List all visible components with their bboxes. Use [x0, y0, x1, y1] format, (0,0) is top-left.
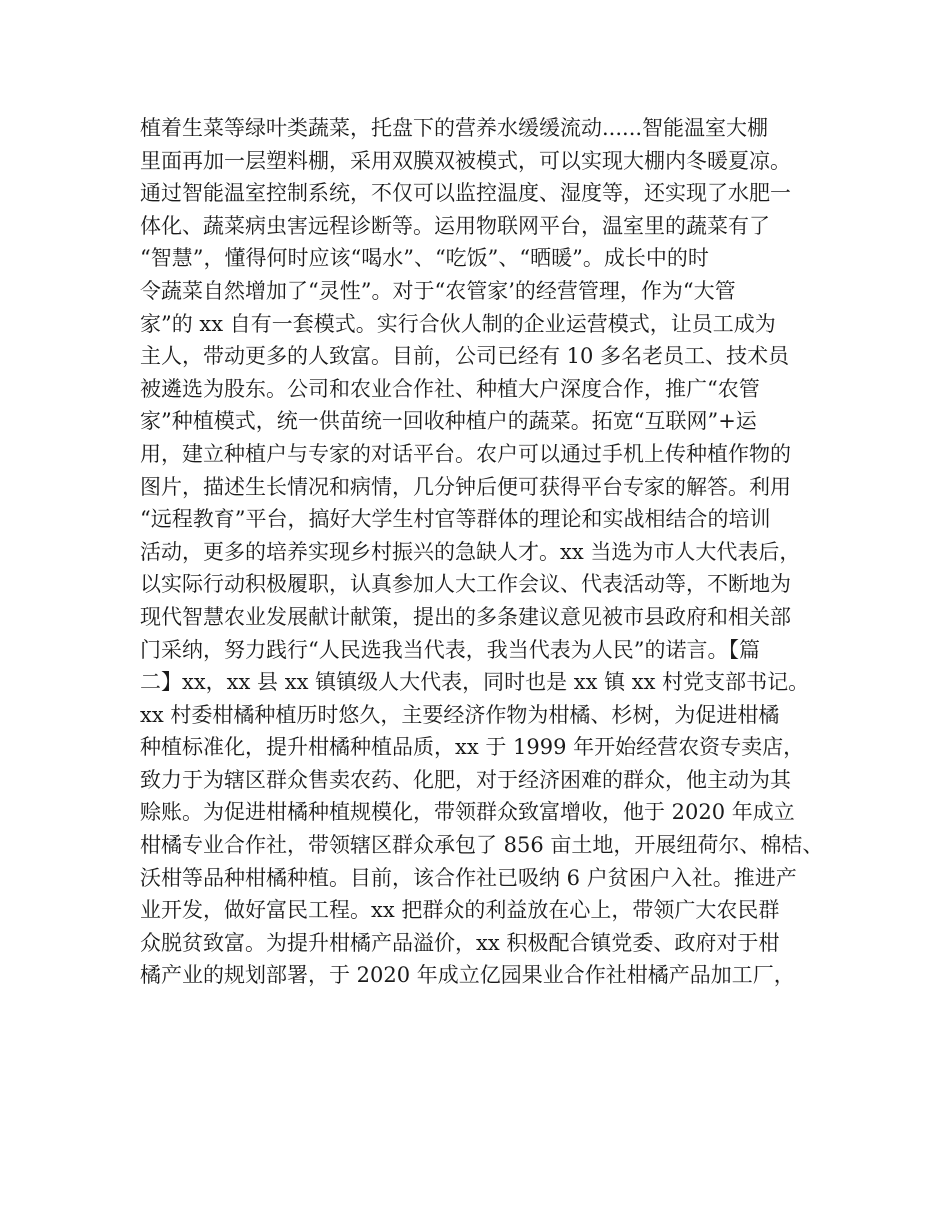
text-line: 种植标准化，提升柑橘种植品质，xx 于 1999 年开始经营农资专卖店，	[140, 735, 805, 760]
text-line: 植着生菜等绿叶类蔬菜，托盘下的营养水缓缓流动......智能温室大棚	[140, 116, 769, 140]
text-line: xx 村委柑橘种植历时悠久，主要经济作物为柑橘、杉树，为促进柑橘	[140, 702, 780, 727]
text-line: 业开发，做好富民工程。xx 把群众的利益放在心上，带领广大农民群	[140, 898, 780, 923]
text-line: 体化、蔬菜病虫害远程诊断等。运用物联网平台，温室里的蔬菜有了	[140, 213, 770, 238]
body-text	[140, 112, 830, 992]
text-line: 二】xx，xx 县 xx 镇镇级人大代表，同时也是 xx 镇 xx 村党支部书记。	[140, 670, 810, 695]
text-line: 现代智慧农业发展献计献策，提出的多条建议意见被市县政府和相关部	[140, 604, 791, 629]
text-line: 家”的 xx 自有一套模式。实行合伙人制的企业运营模式，让员工成为	[140, 311, 776, 336]
text-line: 沃柑等品种柑橘种植。目前，该合作社已吸纳 6 户贫困户入社。推进产	[140, 865, 797, 890]
text-line: 主人，带动更多的人致富。目前，公司已经有 10 多名老员工、技术员	[140, 344, 790, 369]
text-line: 通过智能温室控制系统，不仅可以监控温度、湿度等，还实现了水肥一	[140, 181, 791, 206]
text-line: 橘产业的规划部署，于 2020 年成立亿园果业合作社柑橘产品加工厂，	[140, 963, 795, 988]
text-line: 令蔬菜自然增加了“灵性”。对于“农管家’的经营管理，作为“大管	[140, 278, 736, 303]
text-line: 赊账。为促进柑橘种植规模化，带领群众致富增收，他于 2020 年成立	[140, 800, 795, 825]
text-line: 众脱贫致富。为提升柑橘产品溢价，xx 积极配合镇党委、政府对于柑	[140, 930, 780, 955]
text-line: 图片，描述生长情况和病情，几分钟后便可获得平台专家的解答。利用	[140, 474, 791, 499]
text-line: 活动，更多的培养实现乡村振兴的急缺人才。xx 当选为市人大代表后，	[140, 539, 801, 564]
text-line: “智慧”，懂得何时应该“喝水”、“吃饭”、“晒暖”。成长中的时	[140, 246, 709, 271]
text-line: 以实际行动积极履职，认真参加人大工作会议、代表活动等，不断地为	[140, 572, 791, 597]
text-line: 门采纳，努力践行“人民选我当代表，我当代表为人民”的诺言。【篇	[140, 637, 760, 662]
text-line: 家”种植模式，统一供苗统一回收种植户的蔬菜。拓宽“互联网”+运	[140, 409, 757, 434]
text-line: 里面再加一层塑料棚，采用双膜双被模式，可以实现大棚内冬暖夏凉。	[140, 148, 791, 173]
text-line: 用，建立种植户与专家的对话平台。农户可以通过手机上传种植作物的	[140, 441, 791, 466]
text-line: 被遴选为股东。公司和农业合作社、种植大户深度合作，推广“农管	[140, 376, 760, 401]
text-line: 致力于为辖区群众售卖农药、化肥，对于经济困难的群众，他主动为其	[140, 767, 791, 792]
text-line: 柑橘专业合作社，带领辖区群众承包了 856 亩土地，开展纽荷尔、棉桔、	[140, 833, 824, 858]
text-line: “远程教育”平台，搞好大学生村官等群体的理论和实战相结合的培训	[140, 507, 771, 532]
